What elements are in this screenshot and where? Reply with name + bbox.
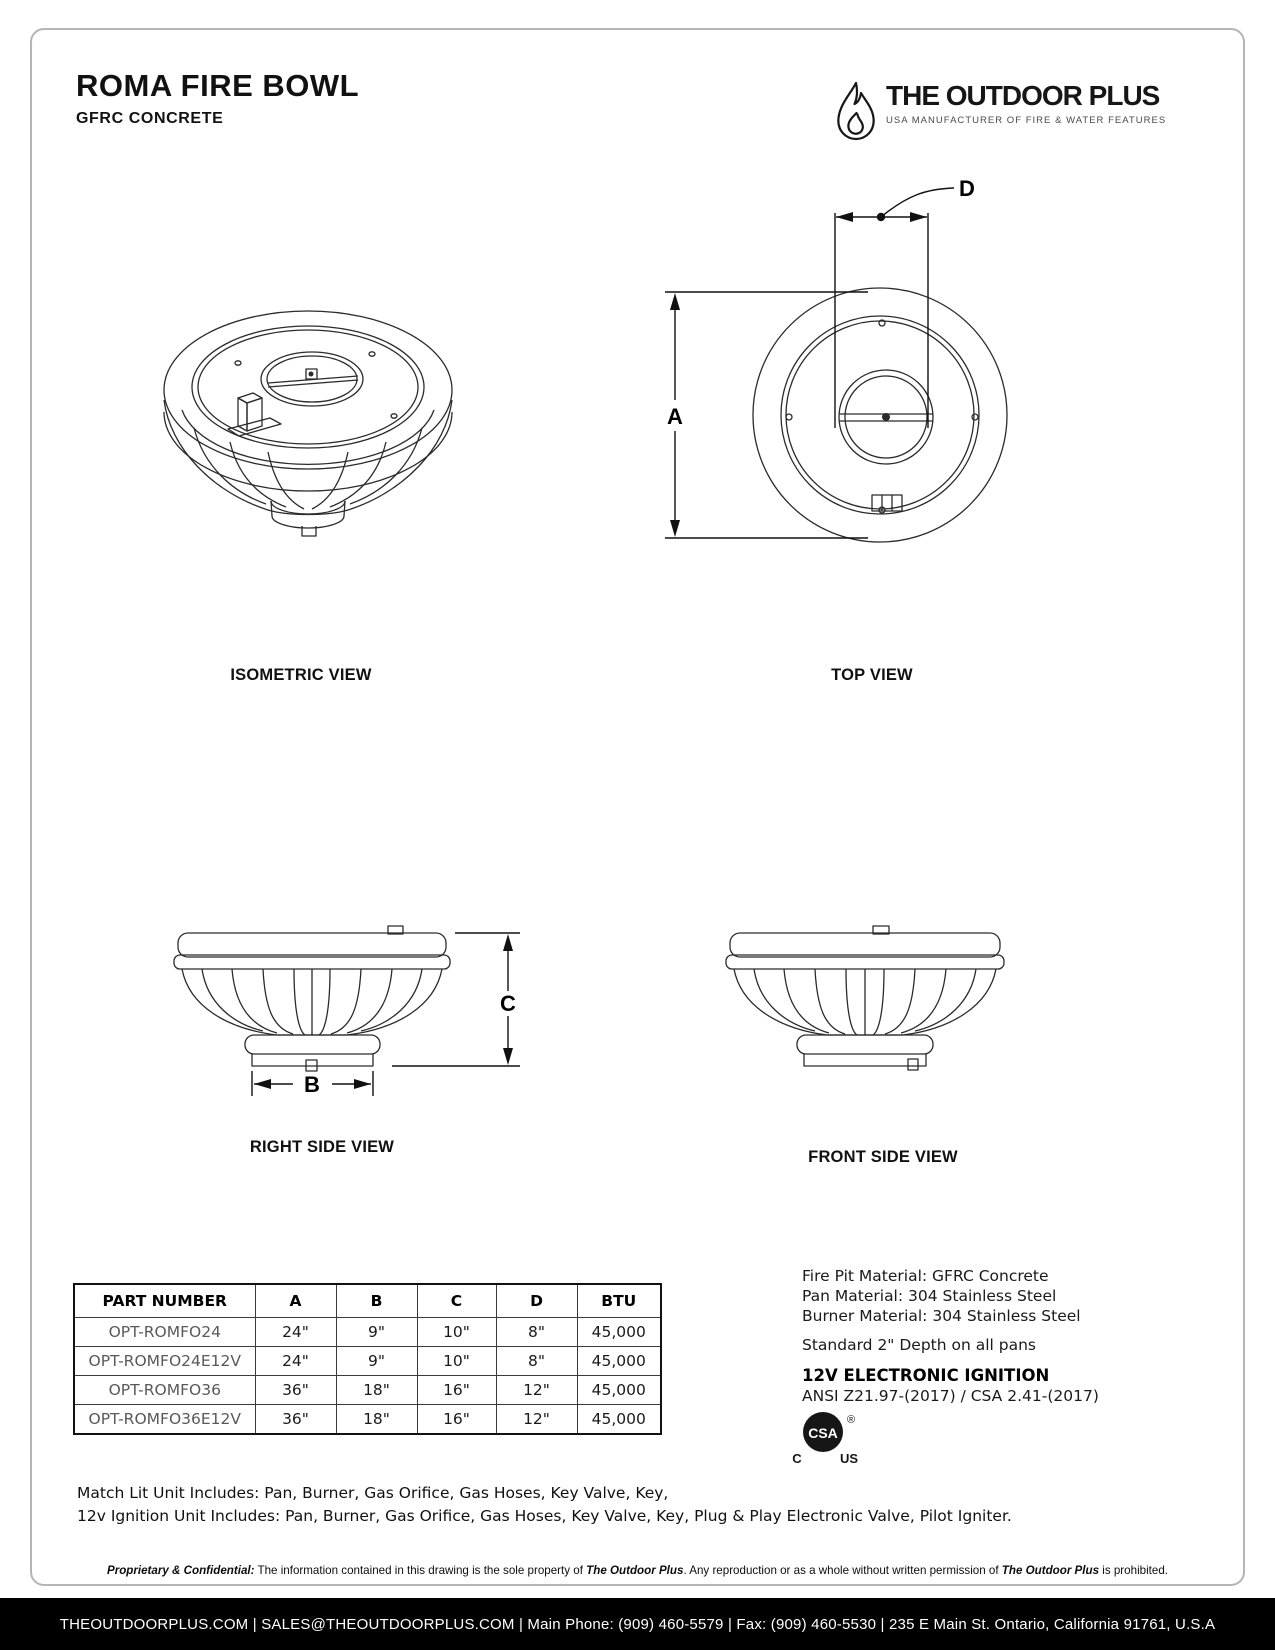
dim-d-cell: 12"	[496, 1405, 577, 1435]
flame-icon	[833, 80, 879, 142]
dim-a-cell: 24"	[255, 1318, 336, 1347]
btu-cell: 45,000	[577, 1376, 661, 1405]
proprietary-label: Proprietary & Confidential:	[106, 1564, 255, 1577]
logo-text-block	[886, 80, 1166, 126]
dim-label-a: A	[667, 404, 683, 429]
ignition-certification: ANSI Z21.97-(2017) / CSA 2.41-(2017)	[802, 1387, 1099, 1405]
ignition-title: 12V ELECTRONIC IGNITION	[802, 1366, 1050, 1385]
contact-footer-bar	[0, 1598, 1275, 1650]
dim-c-cell: 10"	[417, 1347, 496, 1376]
brand-logo	[833, 80, 1166, 142]
proprietary-notice	[42, 1564, 1233, 1577]
part-number-cell: OPT-ROMFO36	[74, 1376, 255, 1405]
col-header-d: D	[496, 1284, 577, 1318]
dim-d-cell: 12"	[496, 1376, 577, 1405]
logo-name: THE OUTDOOR PLUS	[886, 80, 1160, 111]
btu-cell: 45,000	[577, 1347, 661, 1376]
proprietary-text-2: . Any reproduction or as a whole without written permission of	[683, 1564, 1002, 1577]
right-side-view-label: RIGHT SIDE VIEW	[249, 1138, 395, 1156]
part-number-cell: OPT-ROMFO36E12V	[74, 1405, 255, 1435]
csa-registered-symbol: ®	[847, 1414, 856, 1426]
ignition-12v-note: 12v Ignition Unit Includes: Pan, Burner, Gas Orifice, Gas Hoses, Key Valve, Key, Plug & Play Electronic Valve, Pilot Igniter.	[77, 1507, 1012, 1525]
table-header-row	[74, 1284, 661, 1318]
dim-c-cell: 10"	[417, 1318, 496, 1347]
dim-c-cell: 16"	[417, 1376, 496, 1405]
fire-pit-material: Fire Pit Material: GFRC Concrete	[802, 1267, 1049, 1285]
pan-material: Pan Material: 304 Stainless Steel	[802, 1287, 1057, 1305]
right-side-view-drawing	[155, 865, 545, 1115]
dim-b-cell: 18"	[336, 1376, 417, 1405]
proprietary-text-1: The information contained in this drawing is the sole property of	[254, 1564, 587, 1577]
dim-d-cell: 8"	[496, 1318, 577, 1347]
table-row	[74, 1405, 661, 1435]
spec-table	[73, 1283, 662, 1435]
top-view-label: TOP VIEW	[831, 666, 913, 684]
csa-c-label: C	[792, 1451, 802, 1466]
col-header-part-number: PART NUMBER	[74, 1284, 255, 1318]
match-lit-note: Match Lit Unit Includes: Pan, Burner, Gas Orifice, Gas Hoses, Key Valve, Key,	[77, 1484, 669, 1502]
pan-depth-note: Standard 2" Depth on all pans	[802, 1336, 1037, 1354]
dim-a-cell: 36"	[255, 1376, 336, 1405]
dim-d-cell: 8"	[496, 1347, 577, 1376]
isometric-view-label: ISOMETRIC VIEW	[230, 666, 372, 684]
table-row	[74, 1376, 661, 1405]
dim-a-cell: 36"	[255, 1405, 336, 1435]
dim-b-cell: 9"	[336, 1318, 417, 1347]
csa-certification-icon	[783, 1406, 869, 1468]
col-header-a: A	[255, 1284, 336, 1318]
part-number-cell: OPT-ROMFO24E12V	[74, 1347, 255, 1376]
proprietary-text-3: is prohibited.	[1099, 1564, 1169, 1577]
part-number-cell: OPT-ROMFO24	[74, 1318, 255, 1347]
front-side-view-drawing	[715, 865, 1015, 1080]
btu-cell: 45,000	[577, 1318, 661, 1347]
table-row	[74, 1318, 661, 1347]
dim-b-cell: 9"	[336, 1347, 417, 1376]
csa-monogram: CSA	[808, 1425, 838, 1441]
table-row	[74, 1347, 661, 1376]
csa-us-label: US	[839, 1451, 859, 1466]
brand-name-inline: The Outdoor Plus	[1001, 1564, 1100, 1577]
dim-label-c: C	[500, 991, 516, 1016]
materials-block	[802, 1266, 1099, 1406]
page-subtitle: GFRC CONCRETE	[76, 110, 224, 127]
dim-c-cell: 16"	[417, 1405, 496, 1435]
logo-tagline: USA MANUFACTURER OF FIRE & WATER FEATURES	[886, 115, 1167, 126]
includes-notes	[77, 1482, 1012, 1528]
front-side-view-label: FRONT SIDE VIEW	[808, 1148, 958, 1166]
btu-cell: 45,000	[577, 1405, 661, 1435]
footer-contact-text: THEOUTDOORPLUS.COM | SALES@THEOUTDOORPLUS.COM | Main Phone: (909) 460-5579 | Fax: (909) 460-5530 | 235 E Main St. Ontario, California 91761, U.S.A	[59, 1615, 1216, 1633]
top-view-drawing	[610, 165, 1075, 565]
isometric-view-drawing	[150, 280, 470, 548]
burner-material: Burner Material: 304 Stainless Steel	[802, 1307, 1081, 1325]
col-header-b: B	[336, 1284, 417, 1318]
dim-label-d: D	[959, 176, 975, 201]
dim-a-cell: 24"	[255, 1347, 336, 1376]
page-title: ROMA FIRE BOWL	[76, 68, 360, 103]
dim-label-b: B	[304, 1072, 320, 1097]
dim-b-cell: 18"	[336, 1405, 417, 1435]
col-header-btu: BTU	[577, 1284, 661, 1318]
top-view-dimensions	[665, 176, 975, 538]
col-header-c: C	[417, 1284, 496, 1318]
header-title-block	[76, 68, 359, 128]
brand-name-inline: The Outdoor Plus	[586, 1564, 684, 1577]
